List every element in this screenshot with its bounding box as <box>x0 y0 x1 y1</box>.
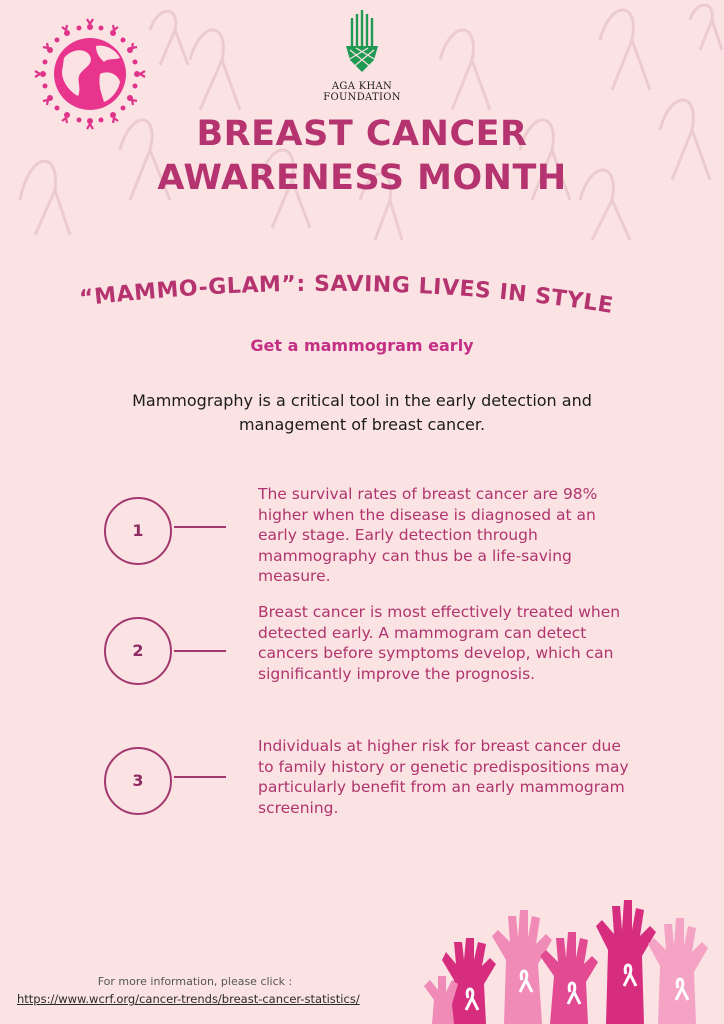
page-title <box>0 112 724 200</box>
title-line-1: BREAST CANCER <box>196 114 528 154</box>
point-text: The survival rates of breast cancer are 98% higher when the disease is diagnosed at an early stage. Early detection through mammography can thus be a life-saving measure. <box>258 485 598 585</box>
subtitle-banner <box>40 260 684 330</box>
point-text: Individuals at higher risk for breast cancer due to family history or genetic predispositions may particularly benefit from an early mammogram screening. <box>258 737 629 817</box>
raised-hands-icon <box>420 880 724 1024</box>
footer-label: For more information, please click : <box>97 975 293 988</box>
aga-khan-logo-icon <box>300 10 424 80</box>
connector-line <box>174 776 226 778</box>
number-circle: 2 <box>104 617 172 685</box>
connector-line <box>174 526 226 528</box>
point-text: Breast cancer is most effectively treated when detected early. A mammogram can detect cancers before symptoms develop, which can significantly improve the prognosis. <box>258 603 621 683</box>
tagline: Get a mammogram early <box>250 336 474 355</box>
subtitle-text: “MAMMO-GLAM”: SAVING LIVES IN STYLE <box>78 271 616 319</box>
svg-text:“MAMMO-GLAM”: SAVING LIVES IN <box>78 272 615 319</box>
aga-khan-logo <box>300 10 424 103</box>
intro-paragraph: Mammography is a critical tool in the early detection and management of breast cancer. <box>132 391 592 434</box>
organization-name: AGA KHAN FOUNDATION <box>323 81 401 103</box>
connector-line <box>174 650 226 652</box>
number-circle: 1 <box>104 497 172 565</box>
number-circle: 3 <box>104 747 172 815</box>
info-link[interactable]: https://www.wcrf.org/cancer-trends/breast-cancer-statistics/ <box>17 992 360 1006</box>
title-line-2: AWARENESS MONTH <box>157 158 567 198</box>
